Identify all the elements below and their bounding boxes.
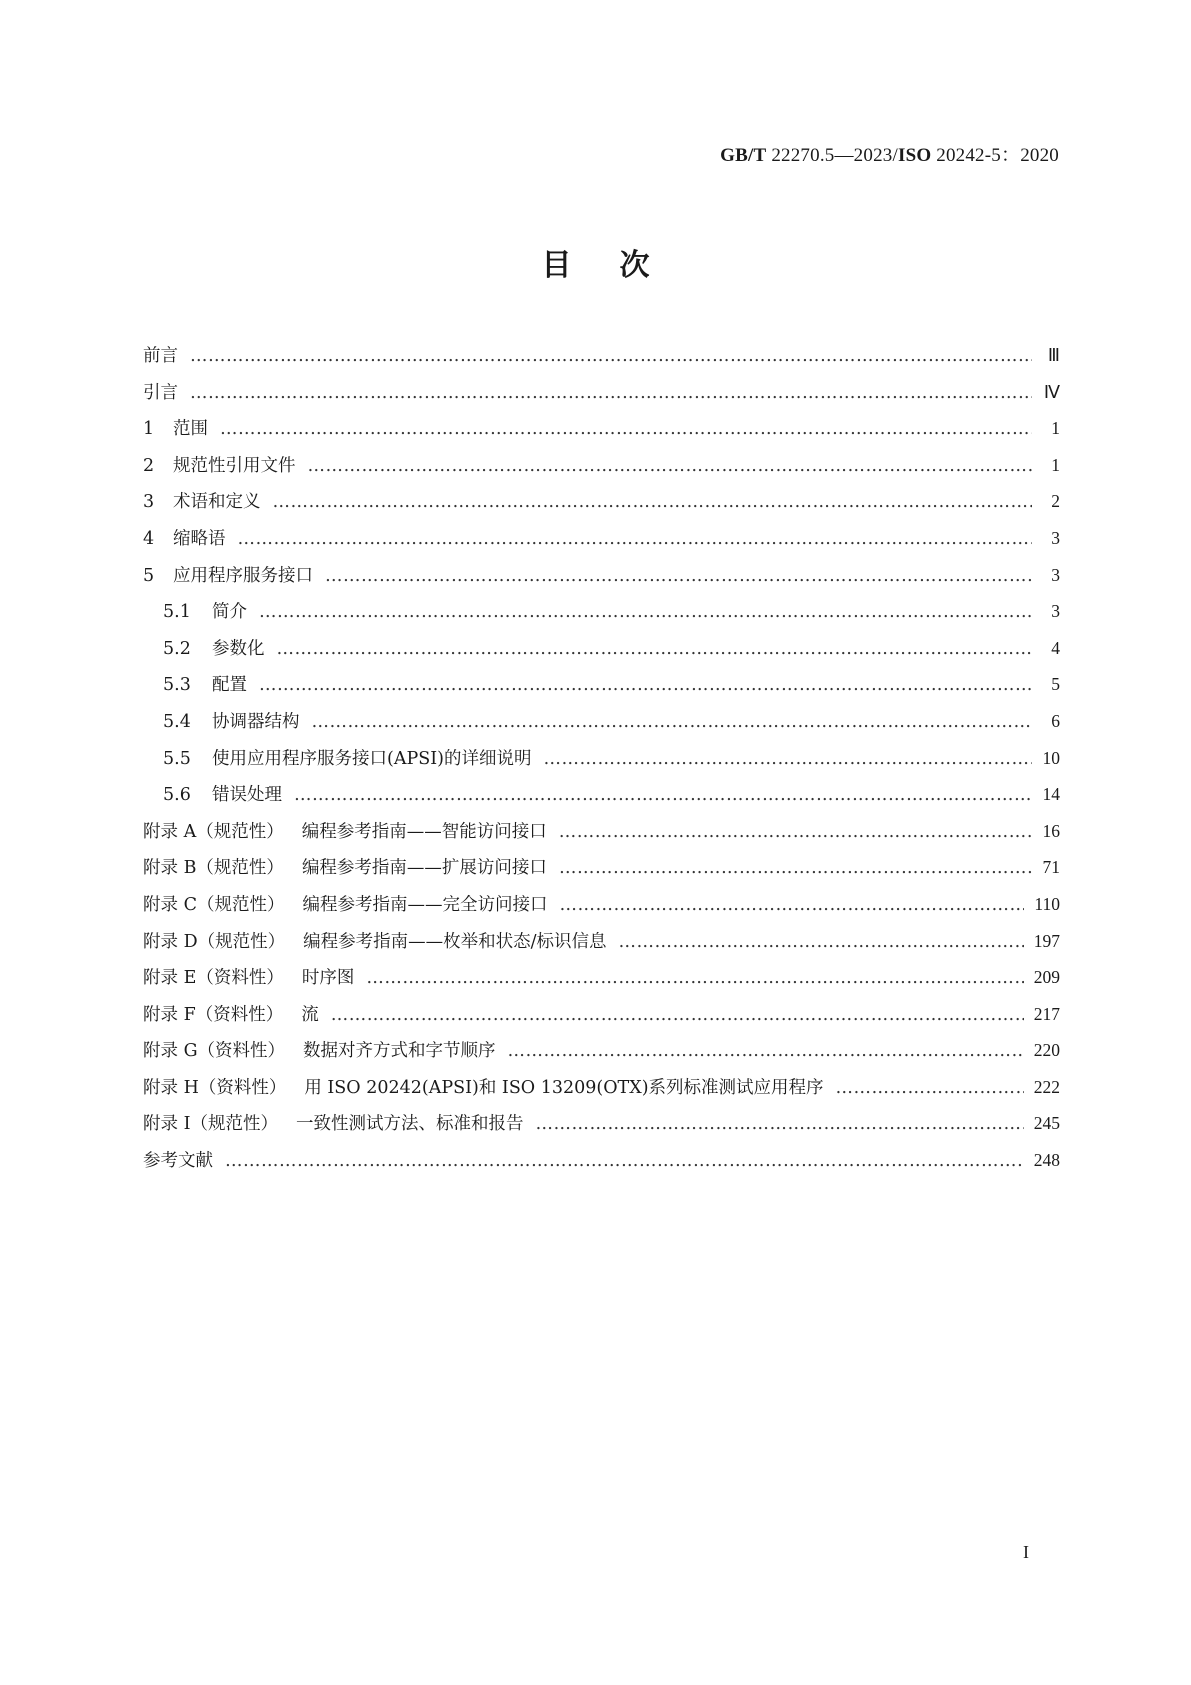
toc-entry-page: 3 — [1051, 564, 1060, 585]
toc-entry-title — [163, 594, 259, 631]
toc-entry[interactable] — [143, 849, 1060, 886]
toc-entry-text: 范围 — [173, 419, 208, 440]
toc-entry-page: 197 — [1033, 930, 1060, 951]
toc-entry-title — [163, 704, 312, 741]
toc-entry-text: 数据对齐方式和字节顺序 — [303, 1041, 496, 1062]
toc-entry-number: 5.3 — [163, 675, 191, 696]
toc-entry-title — [143, 375, 190, 412]
toc-entry-number: 5.6 — [163, 785, 191, 806]
iso-prefix: ISO — [897, 145, 932, 166]
toc-entry-title — [143, 558, 325, 595]
toc-entry-text: 配置 — [212, 675, 247, 696]
toc-entry[interactable] — [143, 996, 1060, 1033]
toc-entry-page: 1 — [1051, 418, 1060, 439]
standard-number: 22270.5—2023/ — [766, 145, 898, 166]
iso-number: 20242-5：2020 — [931, 145, 1059, 166]
annex-tag: 附录 I（规范性） — [143, 1114, 278, 1135]
annex-tag: 附录 A（规范性） — [143, 821, 284, 842]
toc-entry[interactable] — [143, 886, 1060, 923]
annex-tag: 附录 H（资料性） — [143, 1077, 287, 1098]
toc-entry-page: 217 — [1033, 1003, 1060, 1024]
toc-entry-title — [143, 924, 619, 961]
toc-entry-title — [143, 1143, 225, 1180]
toc-entry-number: 2 — [143, 455, 155, 476]
toc-entry[interactable] — [143, 703, 1060, 740]
toc-entry[interactable] — [143, 520, 1060, 557]
dot-leader — [294, 777, 1032, 814]
dot-leader — [312, 704, 1033, 741]
toc-entry-text: 错误处理 — [212, 785, 282, 806]
toc-entry-page: Ⅳ — [1043, 381, 1060, 402]
toc-entry-page: 220 — [1033, 1040, 1060, 1061]
toc-entry[interactable] — [143, 447, 1060, 484]
dot-leader — [559, 887, 1024, 924]
toc-entry-page: 3 — [1051, 527, 1060, 548]
toc-entry-text: 术语和定义 — [173, 492, 261, 513]
toc-entry[interactable] — [143, 813, 1060, 850]
toc-entry[interactable] — [143, 959, 1060, 996]
toc-entry-title — [143, 1033, 508, 1070]
toc-entry[interactable] — [143, 923, 1060, 960]
dot-leader — [619, 924, 1024, 961]
dot-leader — [331, 997, 1024, 1034]
toc-entry-page: 5 — [1051, 674, 1060, 695]
toc-entry[interactable] — [143, 1105, 1060, 1142]
toc-entry[interactable] — [143, 1032, 1060, 1069]
toc-entry-text: 编程参考指南——智能访问接口 — [301, 821, 547, 842]
toc-entry[interactable] — [143, 410, 1060, 447]
dot-leader — [225, 1143, 1024, 1180]
toc-entry-number: 5.2 — [163, 638, 191, 659]
dot-leader — [535, 1106, 1023, 1143]
toc-entry-page: 222 — [1033, 1076, 1060, 1097]
dot-leader — [220, 411, 1032, 448]
toc-entry-page: 10 — [1042, 747, 1060, 768]
toc-entry-title — [163, 741, 543, 778]
toc-entry-title — [163, 631, 277, 668]
toc-entry-page: 245 — [1033, 1113, 1060, 1134]
standard-code — [720, 140, 1059, 167]
toc-entry[interactable] — [143, 593, 1060, 630]
toc-entry-text: 协调器结构 — [212, 711, 300, 732]
toc-entry-title — [143, 960, 366, 997]
toc-entry-number: 5.1 — [163, 602, 191, 623]
page-number: I — [1023, 1542, 1029, 1562]
dot-leader — [190, 338, 1032, 375]
toc-entry-page: 3 — [1051, 601, 1060, 622]
dot-leader — [508, 1033, 1024, 1070]
dot-leader — [259, 667, 1032, 704]
toc-entry-title — [163, 667, 259, 704]
dot-leader — [308, 448, 1033, 485]
toc-entry-text: 规范性引用文件 — [173, 455, 296, 476]
toc-entry-text: 缩略语 — [173, 528, 226, 549]
toc-entry-number: 5.5 — [163, 748, 191, 769]
dot-leader — [559, 814, 1032, 851]
toc-entry-text: 编程参考指南——枚举和状态/标识信息 — [303, 931, 607, 952]
toc-entry-page: 4 — [1051, 637, 1060, 658]
toc-entry-page: 16 — [1042, 820, 1060, 841]
toc-entry-title — [143, 887, 559, 924]
toc-entry-page: 209 — [1033, 967, 1060, 988]
toc-entry[interactable] — [143, 776, 1060, 813]
toc-entry[interactable] — [143, 630, 1060, 667]
annex-tag: 附录 C（规范性） — [143, 894, 285, 915]
annex-tag: 附录 B（规范性） — [143, 858, 284, 879]
page-title: 目次 — [541, 248, 698, 283]
toc-entry-text: 前言 — [143, 346, 178, 366]
standard-prefix: GB/T — [720, 145, 767, 166]
dot-leader — [559, 850, 1032, 887]
toc-entry-text: 参考文献 — [143, 1151, 213, 1172]
toc-entry-number: 3 — [143, 492, 155, 513]
toc-entry-page: 2 — [1051, 491, 1060, 512]
toc-entry-text: 使用应用程序服务接口(APSI)的详细说明 — [212, 748, 532, 769]
toc-entry-number: 4 — [143, 528, 155, 549]
toc-entry-title — [143, 814, 559, 851]
toc-entry-page: 248 — [1033, 1150, 1060, 1171]
toc-entry-title — [143, 411, 220, 448]
toc-entry-text: 用 ISO 20242(APSI)和 ISO 13209(OTX)系列标准测试应用程序 — [304, 1077, 824, 1098]
toc-entry[interactable] — [143, 666, 1060, 703]
annex-tag: 附录 F（资料性） — [143, 1004, 284, 1025]
toc-entry-page: 71 — [1042, 857, 1060, 878]
toc-entry-text: 简介 — [212, 602, 247, 623]
toc-entry[interactable] — [143, 337, 1060, 374]
toc-entry-text: 流 — [301, 1004, 319, 1025]
toc-entry-text: 引言 — [143, 382, 178, 403]
table-of-contents — [143, 337, 1060, 1179]
dot-leader — [277, 631, 1033, 668]
toc-entry-title — [143, 850, 559, 887]
toc-entry-title — [163, 777, 294, 814]
toc-entry-title — [143, 484, 273, 521]
dot-leader — [325, 558, 1032, 595]
toc-entry[interactable] — [143, 740, 1060, 777]
toc-entry-number: 5 — [143, 565, 155, 586]
annex-tag: 附录 G（资料性） — [143, 1041, 286, 1062]
toc-entry-title — [143, 338, 190, 375]
toc-entry[interactable] — [143, 1069, 1060, 1106]
toc-entry-number: 5.4 — [163, 711, 191, 732]
toc-entry-text: 编程参考指南——扩展访问接口 — [301, 858, 547, 879]
toc-entry-page: 1 — [1051, 454, 1060, 475]
toc-entry-text: 编程参考指南——完全访问接口 — [302, 894, 548, 915]
toc-entry-text: 参数化 — [212, 638, 265, 659]
toc-entry[interactable] — [143, 1142, 1060, 1179]
toc-entry-page: 110 — [1034, 893, 1060, 914]
toc-entry-number: 1 — [143, 419, 155, 440]
toc-entry-title — [143, 521, 238, 558]
toc-entry-text: 时序图 — [301, 968, 355, 989]
toc-entry-title — [143, 1106, 535, 1143]
annex-tag: 附录 E（资料性） — [143, 968, 284, 989]
toc-entry-text: 一致性测试方法、标准和报告 — [295, 1114, 524, 1135]
toc-entry-page: 6 — [1051, 710, 1060, 731]
dot-leader — [543, 741, 1032, 778]
dot-leader — [366, 960, 1023, 997]
toc-entry-title — [143, 1070, 836, 1107]
dot-leader — [238, 521, 1033, 558]
toc-entry-title — [143, 448, 308, 485]
toc-entry[interactable] — [143, 483, 1060, 520]
dot-leader — [190, 375, 1032, 412]
toc-entry-page: 14 — [1042, 784, 1060, 805]
toc-entry-title — [143, 997, 331, 1034]
dot-leader — [273, 484, 1033, 521]
toc-entry[interactable] — [143, 557, 1060, 594]
toc-entry-page: Ⅲ — [1047, 345, 1060, 365]
toc-entry-text: 应用程序服务接口 — [173, 565, 313, 586]
dot-leader — [836, 1070, 1024, 1107]
annex-tag: 附录 D（规范性） — [143, 931, 286, 952]
dot-leader — [259, 594, 1032, 631]
toc-entry[interactable] — [143, 374, 1060, 411]
